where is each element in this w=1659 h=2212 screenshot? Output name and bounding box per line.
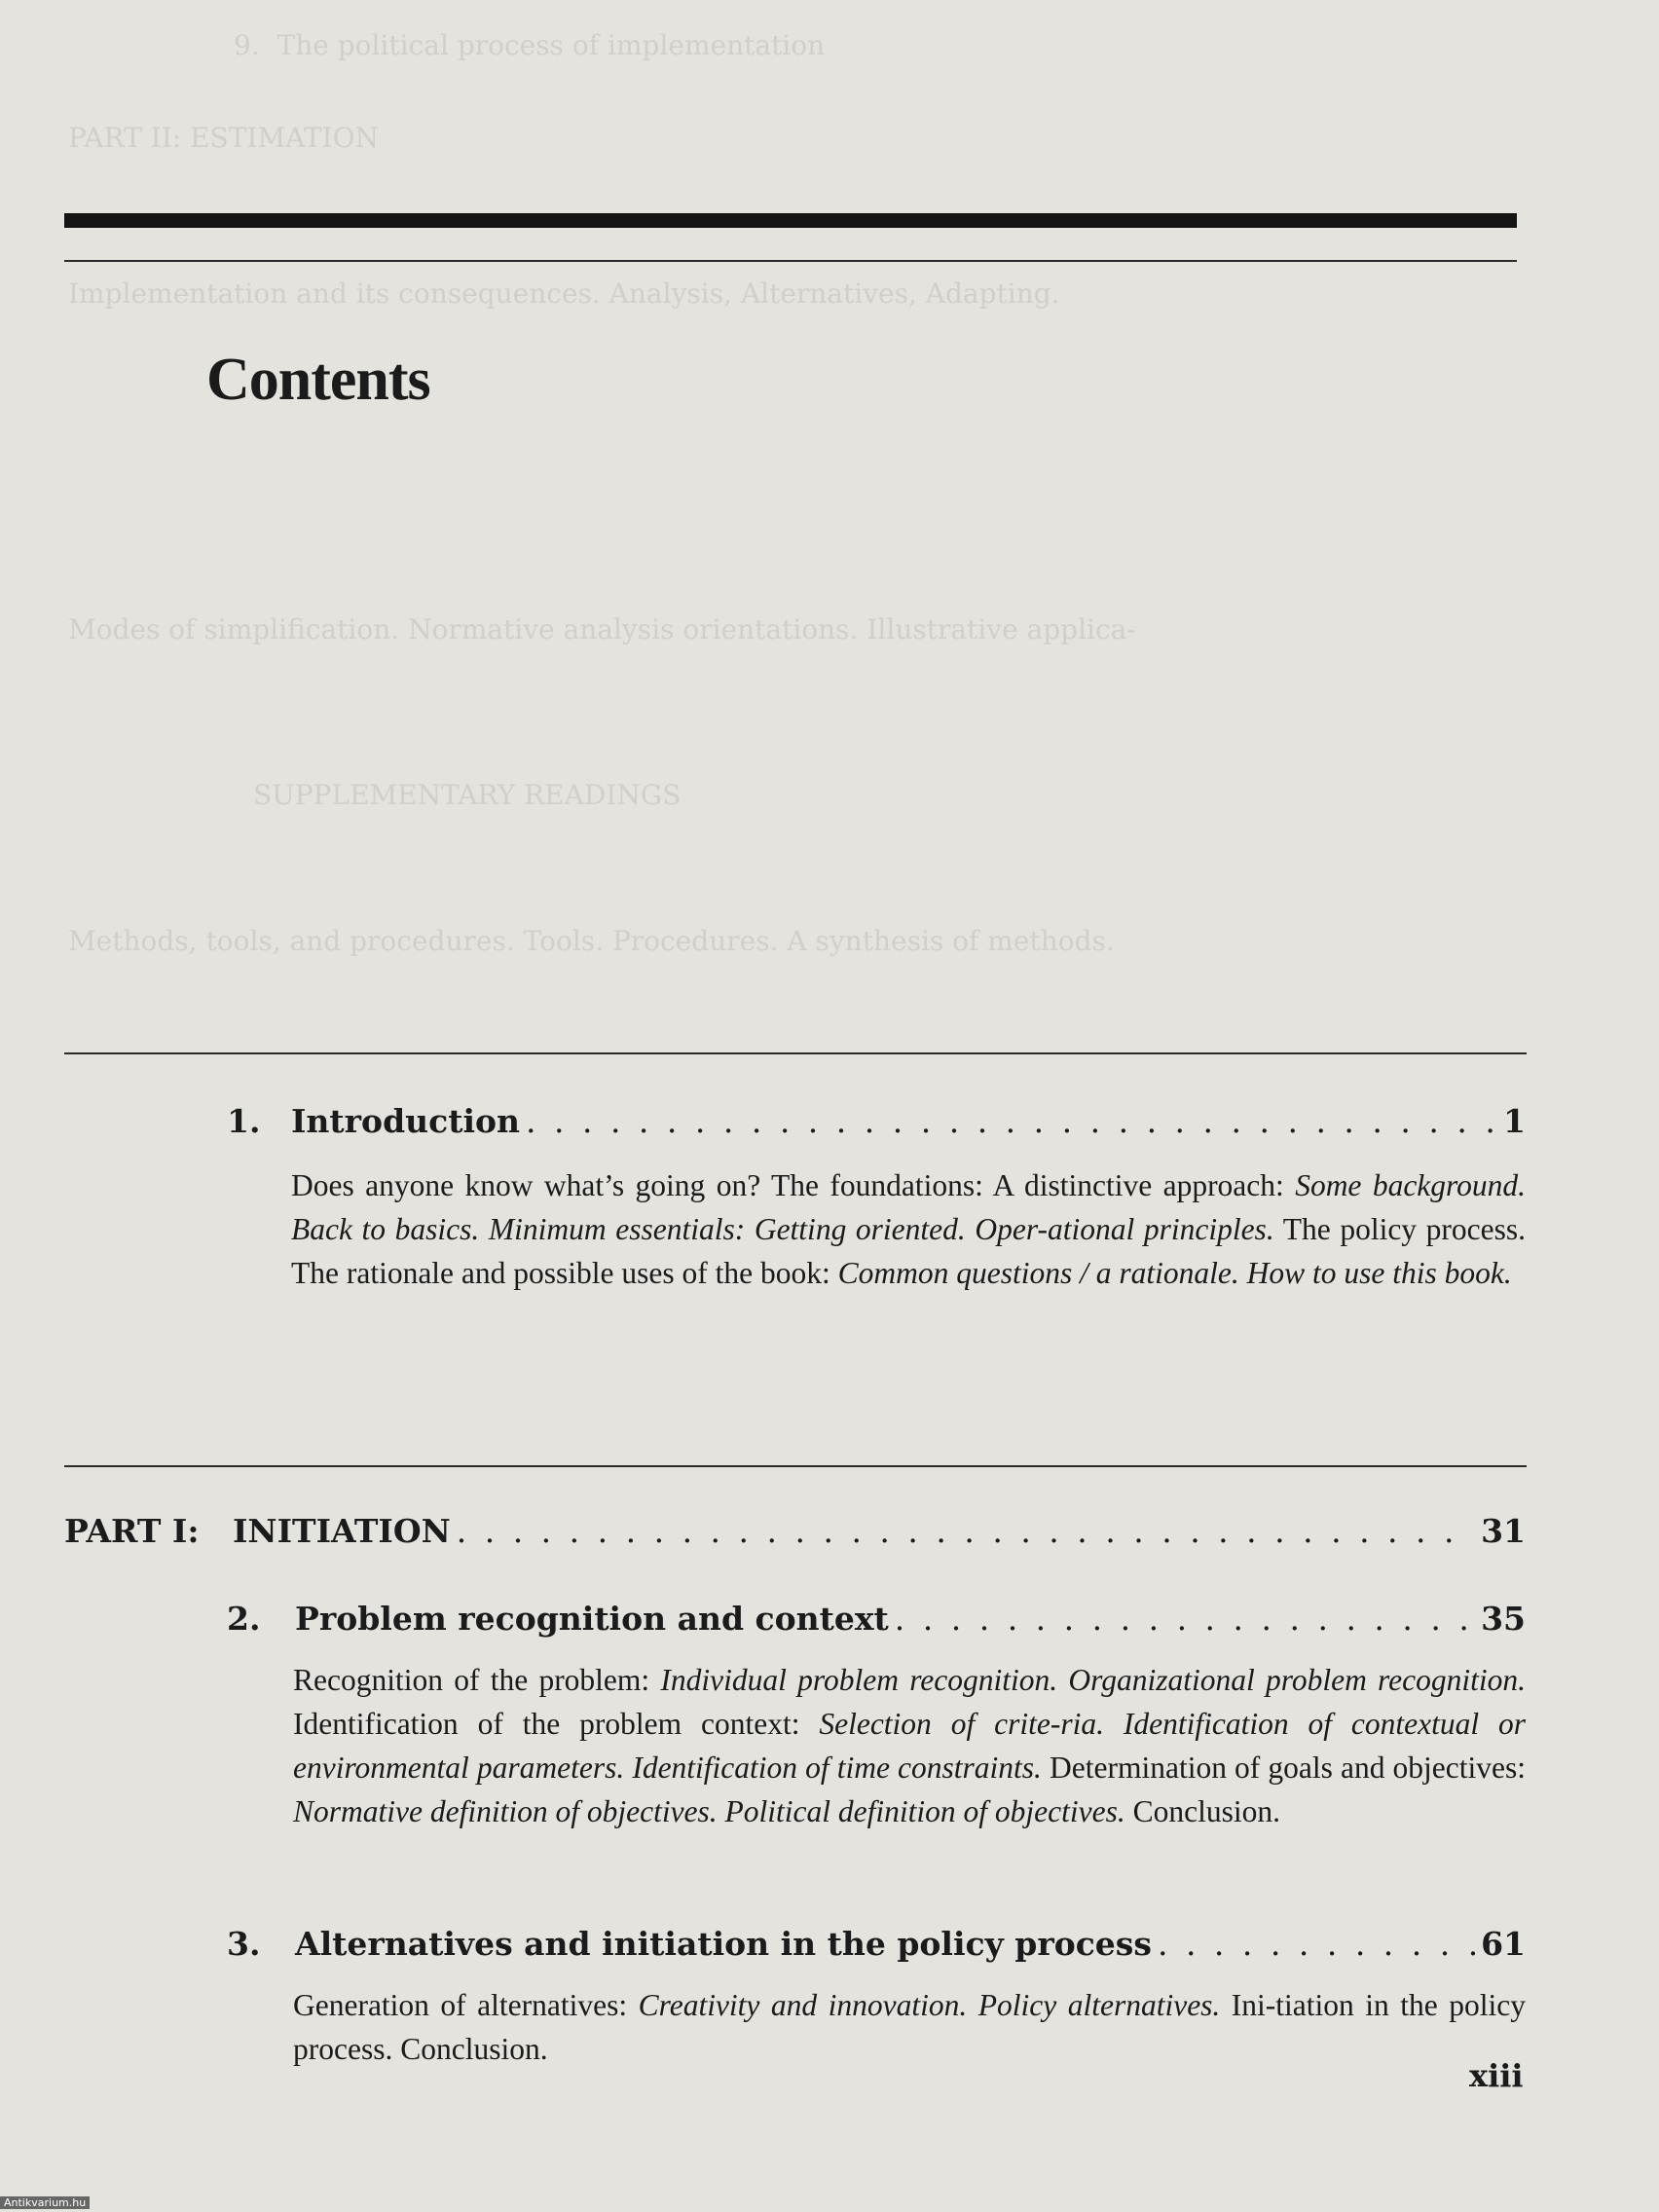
watermark: Antikvarium.hu — [0, 2196, 90, 2209]
page-title: Contents — [206, 347, 430, 413]
page-number: 1 — [1503, 1102, 1526, 1140]
chapter-title: Alternatives and initiation in the policy process — [295, 1925, 1152, 1963]
toc-entry-chapter-3[interactable] — [227, 1925, 1526, 1963]
leader-dots — [1158, 1925, 1475, 1963]
bleed-text: Modes of simplification. Normative analysis orientations. Illustrative applica- — [68, 613, 1136, 645]
chapter-number: 1. — [227, 1102, 261, 1140]
bleed-text: PART II: ESTIMATION — [68, 122, 380, 154]
bleed-text: 9. The political process of implementation — [234, 29, 826, 61]
divider-rule — [64, 1465, 1527, 1467]
chapter-title: Introduction — [291, 1102, 521, 1140]
leader-dots — [895, 1600, 1475, 1638]
chapter-number: 3. — [227, 1925, 261, 1963]
chapter-number: 2. — [227, 1600, 261, 1638]
bleed-text: Implementation and its consequences. Analysis, Alternatives, Adapting. — [68, 277, 1060, 310]
chapter-description: Does anyone know what’s going on? The foundations: A distinctive approach: Some background. Back to basics. Minimum essentials: Getting oriented. Oper-ational principles. The policy process. The rationale and possible uses of the book: Common questions / a rationale. How to use this book. — [291, 1168, 1527, 1290]
page-number: 61 — [1481, 1925, 1526, 1963]
top-heavy-rule — [64, 213, 1517, 228]
top-thin-rule — [64, 260, 1517, 262]
page-folio: xiii — [1469, 2057, 1524, 2094]
chapter-title: Problem recognition and context — [295, 1600, 889, 1638]
divider-rule — [64, 1052, 1527, 1054]
bleed-text: Methods, tools, and procedures. Tools. Procedures. A synthesis of methods. — [68, 925, 1115, 957]
bleed-text: SUPPLEMENTARY READINGS — [253, 779, 682, 811]
chapter-description: Generation of alternatives: Creativity and innovation. Policy alternatives. Ini-tiation in the policy process. Conclusion. — [293, 1988, 1526, 2066]
toc-part-initiation[interactable] — [64, 1512, 1526, 1550]
page-number: 35 — [1481, 1600, 1526, 1638]
chapter-description: Recognition of the problem: Individual problem recognition. Organizational problem recognition. Identification of the problem context: Selection of crite-ria. Identification of contextual or environmental parameters. Identification of time constraints. Determination of goals and objectives: Normative definition of objectives. Political definition of objectives. Conclusion. — [293, 1663, 1526, 1828]
page-number: 31 — [1481, 1512, 1526, 1550]
toc-entry-chapter-2[interactable] — [227, 1600, 1526, 1638]
part-name: INITIATION — [233, 1512, 451, 1550]
part-label: PART I: — [64, 1512, 200, 1550]
leader-dots — [457, 1512, 1475, 1550]
toc-entry-introduction[interactable] — [227, 1102, 1526, 1140]
leader-dots — [526, 1102, 1497, 1140]
